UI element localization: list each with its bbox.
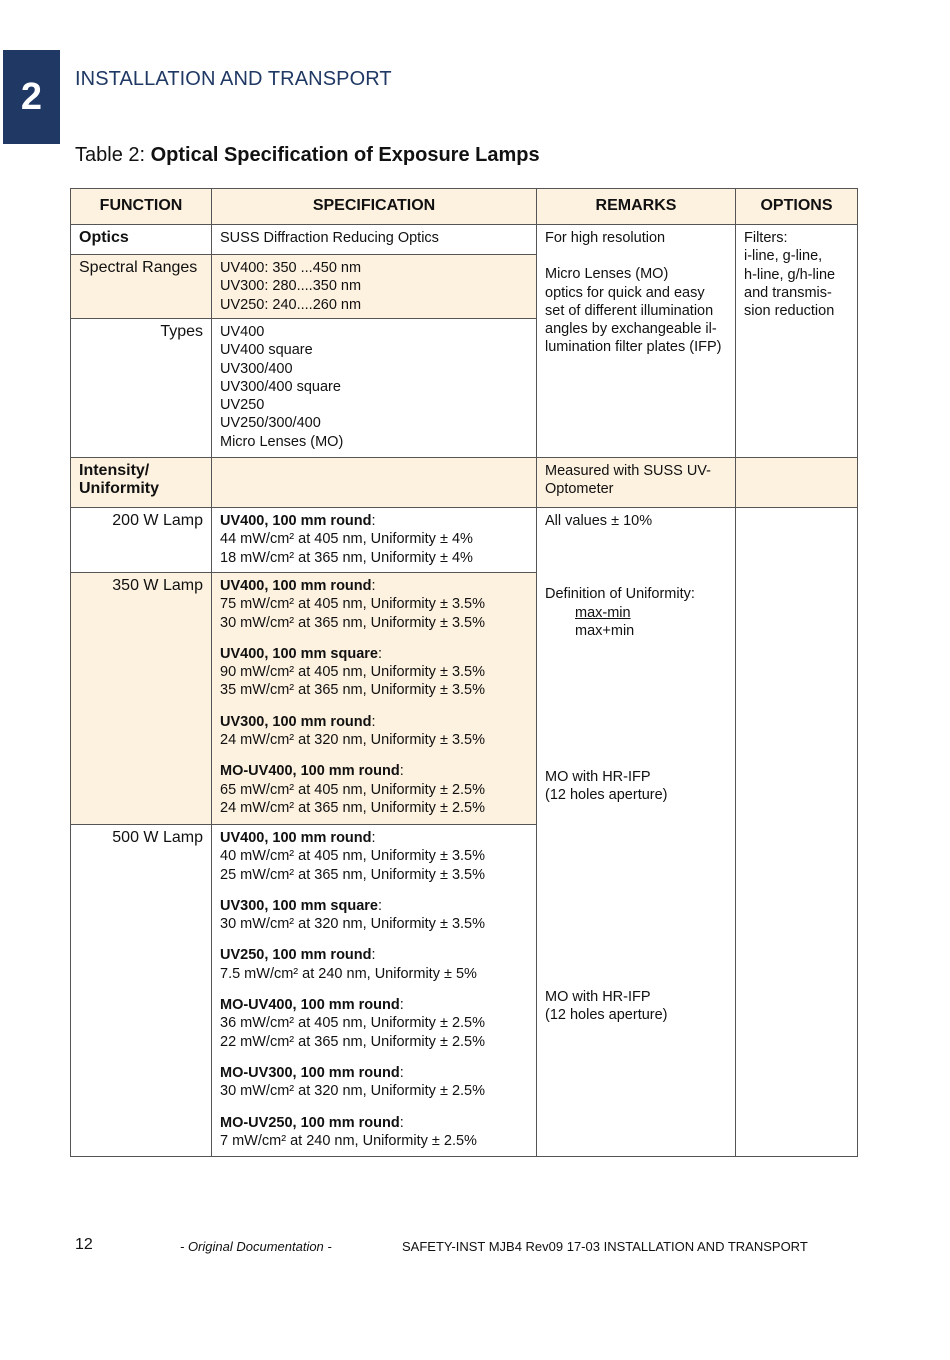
spec-group-title: UV400, 100 mm round [220, 513, 372, 529]
spec-500w: UV400, 100 mm round: 40 mW/cm² at 405 nm, Uniformity ± 3.5% 25 mW/cm² at 365 nm, Uniformity ± 3.5% UV300, 100 mm square: 30 mW/cm² at 320 nm, Uniformity ± 3.5% UV250, 100 mm round: 7.5 mW/cm² at 240 nm, Uniformity ± 5% MO-UV400, 100 mm round: 36 mW/cm² at 405 nm, Uniformity ± 2.5% 22 mW/cm² at 365 nm, Uniformity ± 2.5% MO-UV300, 100 mm round: 30 mW/cm² at 320 nm, Uniformity ± 2.5% MO-UV250, 100 mm round: 7 mW/cm² at 240 nm, Uniformity ± 2.5% [212, 825, 537, 1157]
spec-line: 30 mW/cm² at 320 nm, Uniformity ± 3.5% [220, 916, 486, 933]
spec-group-title: MO-UV400, 100 mm round [220, 997, 400, 1014]
spec-spectral-ranges [212, 255, 537, 319]
remark-measured: Measured with SUSS UV-Optometer [537, 458, 736, 508]
remark-mo-hr-ifp: MO with HR-IFP [545, 988, 651, 1005]
spec-line: 75 mW/cm² at 405 nm, Uniformity ± 3.5% [220, 596, 486, 613]
function-spectral-ranges: Spectral Ranges [71, 255, 212, 319]
remark-mo-aperture: (12 holes aperture) [545, 787, 668, 804]
function-200w-lamp: 200 W Lamp [71, 508, 212, 573]
function-500w-lamp: 500 W Lamp [71, 825, 212, 1157]
chapter-title: INSTALLATION AND TRANSPORT [75, 68, 392, 90]
spec-line: Micro Lenses (MO) [220, 433, 344, 450]
spec-line: UV250: 240....260 nm [220, 296, 362, 313]
options-filters [736, 225, 858, 458]
option-line: Filters: [744, 230, 788, 246]
spec-line: 36 mW/cm² at 405 nm, Uniformity ± 2.5% [220, 1015, 486, 1032]
spec-line: 7.5 mW/cm² at 240 nm, Uniformity ± 5% [220, 965, 477, 982]
options-lamps-empty [736, 508, 858, 1157]
spec-group-title: UV400, 100 mm square [220, 645, 378, 662]
spec-line: 7 mW/cm² at 240 nm, Uniformity ± 2.5% [220, 1132, 477, 1149]
spec-line: UV300: 280....350 nm [220, 278, 362, 295]
remarks-optics [537, 225, 736, 458]
spec-group-title: UV400, 100 mm round [220, 830, 372, 846]
spec-line: UV400 square [220, 342, 313, 359]
remark-mo-hr-ifp: MO with HR-IFP [545, 769, 651, 786]
function-intensity-uniformity: Intensity/ Uniformity [71, 458, 212, 508]
option-line: sion reduction [744, 303, 835, 320]
spec-group-title: MO-UV400, 100 mm round [220, 763, 400, 780]
spec-line: 44 mW/cm² at 405 nm, Uniformity ± 4% [220, 531, 473, 548]
spec-intensity-empty [212, 458, 537, 508]
chapter-number-tab [3, 50, 60, 144]
function-350w-lamp: 350 W Lamp [71, 573, 212, 825]
spec-group-title: MO-UV250, 100 mm round [220, 1114, 400, 1131]
spec-line: 90 mW/cm² at 405 nm, Uniformity ± 3.5% [220, 664, 486, 681]
table-row-intensity [71, 458, 858, 508]
spec-line: UV250/300/400 [220, 415, 321, 432]
header-specification: SPECIFICATION [212, 189, 537, 225]
remark-uniformity-definition: Definition of Uniformity: [545, 586, 695, 603]
spec-line: 25 mW/cm² at 365 nm, Uniformity ± 3.5% [220, 866, 486, 883]
table-row-200w [71, 508, 858, 573]
footer-original-documentation: - Original Documentation - [180, 1239, 332, 1254]
remark-line: Micro Lenses (MO) [545, 266, 669, 283]
spec-group-title: UV300, 100 mm round [220, 713, 372, 730]
spec-line: UV300/400 square [220, 378, 341, 395]
option-line: i-line, g-line, [744, 248, 823, 265]
spec-group-title: UV400, 100 mm round [220, 578, 372, 594]
spec-line: UV400 [220, 324, 265, 340]
remark-all-values: All values ± 10% [545, 513, 653, 529]
spec-line: 24 mW/cm² at 365 nm, Uniformity ± 2.5% [220, 799, 486, 816]
spec-line: 24 mW/cm² at 320 nm, Uniformity ± 3.5% [220, 732, 486, 749]
spec-line: 35 mW/cm² at 365 nm, Uniformity ± 3.5% [220, 682, 486, 699]
table-row-optics [71, 225, 858, 255]
remark-mo-aperture: (12 holes aperture) [545, 1007, 668, 1024]
spec-200w: UV400, 100 mm round: 44 mW/cm² at 405 nm, Uniformity ± 4% 18 mW/cm² at 365 nm, Uniformity ± 4% [212, 508, 537, 573]
option-line: h-line, g/h-line [744, 266, 836, 283]
page-number: 12 [75, 1236, 93, 1253]
function-optics: Optics [71, 225, 212, 255]
spec-line: 22 mW/cm² at 365 nm, Uniformity ± 2.5% [220, 1033, 486, 1050]
remark-line: lumination filter plates (IFP) [545, 339, 722, 356]
options-intensity-empty [736, 458, 858, 508]
remark-high-resolution: For high resolution [545, 230, 666, 246]
option-line: and transmis- [744, 284, 832, 301]
table-caption-prefix: Table 2: [75, 144, 151, 166]
spec-line: UV400: 350 ...450 nm [220, 260, 362, 276]
chapter-number: 2 [20, 75, 43, 118]
optical-spec-table [70, 188, 858, 1157]
header-function: FUNCTION [71, 189, 212, 225]
function-types: Types [71, 319, 212, 458]
spec-line: 18 mW/cm² at 365 nm, Uniformity ± 4% [220, 549, 473, 566]
spec-line: 65 mW/cm² at 405 nm, Uniformity ± 2.5% [220, 781, 486, 798]
header-remarks: REMARKS [537, 189, 736, 225]
spec-group-title: UV300, 100 mm square [220, 897, 378, 914]
uniformity-denominator: max+min [575, 622, 635, 639]
remark-line: optics for quick and easy [545, 284, 705, 301]
spec-optics: SUSS Diffraction Reducing Optics [212, 225, 537, 255]
remarks-lamps [537, 508, 736, 1157]
spec-line: UV300/400 [220, 360, 293, 377]
footer-document-id: SAFETY-INST MJB4 Rev09 17-03 INSTALLATION AND TRANSPORT [402, 1239, 808, 1254]
spec-350w: UV400, 100 mm round: 75 mW/cm² at 405 nm, Uniformity ± 3.5% 30 mW/cm² at 365 nm, Uniformity ± 3.5% UV400, 100 mm square: 90 mW/cm² at 405 nm, Uniformity ± 3.5% 35 mW/cm² at 365 nm, Uniformity ± 3.5% UV300, 100 mm round: 24 mW/cm² at 320 nm, Uniformity ± 3.5% MO-UV400, 100 mm round: 65 mW/cm² at 405 nm, Uniformity ± 2.5% 24 mW/cm² at 365 nm, Uniformity ± 2.5% [212, 573, 537, 825]
spec-line: UV250 [220, 397, 265, 414]
spec-line: 40 mW/cm² at 405 nm, Uniformity ± 3.5% [220, 848, 486, 865]
spec-group-title: UV250, 100 mm round [220, 947, 372, 964]
remark-line: angles by exchangeable il- [545, 321, 717, 338]
remark-line: set of different illumination [545, 302, 714, 319]
header-options: OPTIONS [736, 189, 858, 225]
spec-group-title: MO-UV300, 100 mm round [220, 1064, 400, 1081]
spec-line: 30 mW/cm² at 365 nm, Uniformity ± 3.5% [220, 614, 486, 631]
table-header-row [71, 189, 858, 225]
spec-line: 30 mW/cm² at 320 nm, Uniformity ± 2.5% [220, 1083, 486, 1100]
table-caption [75, 144, 540, 167]
table-caption-title: Optical Specification of Exposure Lamps [150, 144, 540, 166]
spec-types [212, 319, 537, 458]
uniformity-numerator: max-min [575, 604, 631, 621]
